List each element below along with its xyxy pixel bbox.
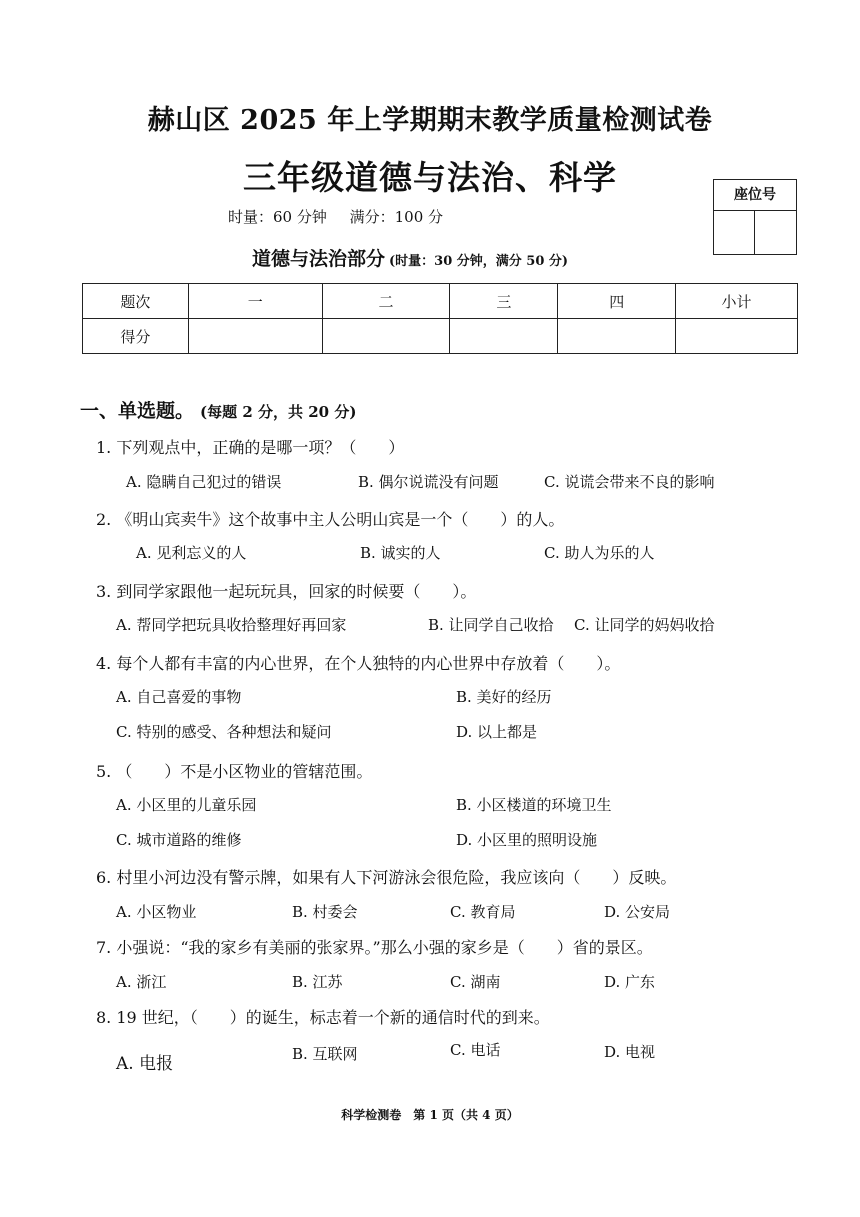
question-option: D. 电视 [604,1043,656,1061]
question-option: B. 江苏 [292,973,343,991]
score-table [82,283,798,354]
question-option: C. 电话 [450,1041,501,1059]
question-option: B. 美好的经历 [456,688,552,706]
section-title-text: 一、单选题。 [80,400,195,422]
score-input-cell[interactable] [188,319,322,354]
score-cell-header: 三 [450,284,558,319]
question-option: A. 电报 [116,1054,174,1074]
question-option: C. 湖南 [450,973,501,991]
seat-number-cell[interactable] [714,211,755,254]
question-option: B. 小区楼道的环境卫生 [456,796,612,814]
question-option: C. 说谎会带来不良的影响 [544,473,715,491]
exam-full-score: 满分：100 分 [349,208,444,226]
section-note: (每题 2 分，共 20 分) [200,403,357,421]
exam-title: 赫山区 2025 年上学期期末教学质量检测试卷 [147,105,713,136]
question-option: B. 互联网 [292,1045,358,1063]
exam-meta [228,206,461,227]
question-text: 5. （ ）不是小区物业的管辖范围。 [96,762,373,781]
question-text: 1. 下列观点中，正确的是哪一项？（ ） [96,438,405,457]
score-cell-header: 四 [558,284,676,319]
score-cell-label: 得分 [83,319,189,354]
question-option: B. 诚实的人 [360,544,441,562]
part-note: (时量：30 分钟，满分 50 分) [389,254,569,269]
question-option: A. 隐瞒自己犯过的错误 [126,473,282,491]
question-option: D. 广东 [604,973,656,991]
question-option: C. 助人为乐的人 [544,544,655,562]
score-input-cell[interactable] [676,319,798,354]
score-cell-header: 一 [188,284,322,319]
question-option: A. 帮同学把玩具收拾整理好再回家 [116,616,347,634]
question-option: D. 公安局 [604,903,671,921]
question-text: 3. 到同学家跟他一起玩玩具，回家的时候要（ ）。 [96,582,477,601]
score-cell-header: 二 [322,284,450,319]
question-option: B. 村委会 [292,903,358,921]
score-input-cell[interactable] [450,319,558,354]
page-footer: 科学检测卷 第 1 页（共 4 页） [341,1108,519,1122]
exam-subtitle: 三年级道德与法治、科学 [243,158,617,197]
score-table-header-row [83,284,798,319]
section-title [80,396,356,423]
question-option: B. 让同学自己收拾 [428,616,554,634]
question-text: 6. 村里小河边没有警示牌，如果有人下河游泳会很危险，我应该向（ ）反映。 [96,868,677,887]
seat-number-cell[interactable] [755,211,795,254]
question-option: A. 见利忘义的人 [136,544,247,562]
question-option: A. 小区物业 [116,903,197,921]
score-cell-label: 题次 [83,284,189,319]
question-option: C. 城市道路的维修 [116,831,242,849]
question-option: B. 偶尔说谎没有问题 [358,473,499,491]
seat-number-box [713,179,797,255]
question-option: C. 让同学的妈妈收拾 [574,616,715,634]
score-input-cell[interactable] [322,319,450,354]
question-option: C. 教育局 [450,903,516,921]
question-option: C. 特别的感受、各种想法和疑问 [116,723,332,741]
score-cell-header: 小计 [676,284,798,319]
question-text: 8. 19 世纪，（ ）的诞生，标志着一个新的通信时代的到来。 [96,1008,550,1027]
part-title-text: 道德与法治部分 [252,248,386,270]
question-option: A. 自己喜爱的事物 [116,688,242,706]
question-option: D. 小区里的照明设施 [456,831,598,849]
exam-time: 时量：60 分钟 [228,208,327,226]
seat-number-label: 座位号 [714,180,796,211]
question-text: 2. 《明山宾卖牛》这个故事中主人公明山宾是一个（ ）的人。 [96,510,565,529]
question-option: A. 浙江 [116,973,167,991]
score-table-score-row [83,319,798,354]
score-input-cell[interactable] [558,319,676,354]
question-text: 4. 每个人都有丰富的内心世界，在个人独特的内心世界中存放着（ ）。 [96,654,621,673]
part-title [252,244,568,271]
question-option: D. 以上都是 [456,723,538,741]
question-text: 7. 小强说：“我的家乡有美丽的张家界。”那么小强的家乡是（ ）省的景区。 [96,938,653,957]
question-option: A. 小区里的儿童乐园 [116,796,257,814]
